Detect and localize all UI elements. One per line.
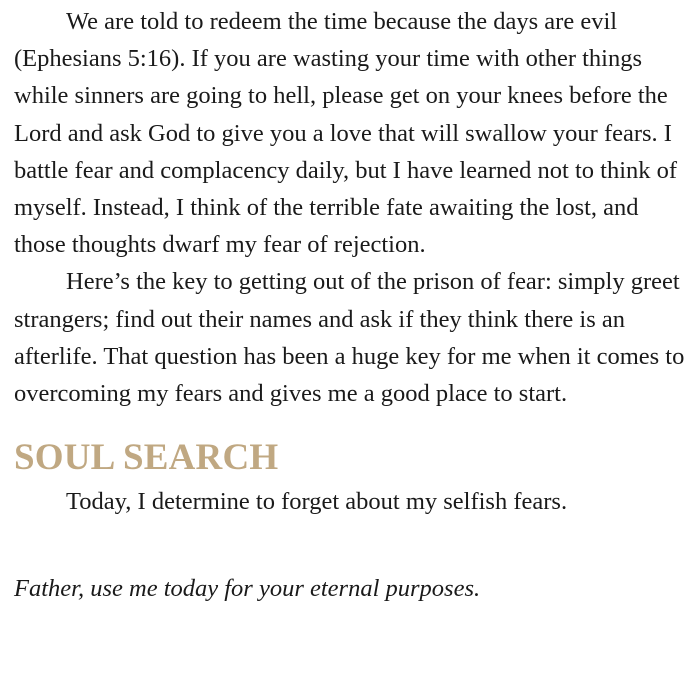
prayer-line: Father, use me today for your eternal purposes. xyxy=(14,575,481,603)
determination-statement: Today, I determine to forget about my selfish fears. xyxy=(66,488,568,516)
soul-search-heading: SOUL SEARCH xyxy=(14,437,279,479)
body-paragraph-prison-of-fear: Here’s the key to getting out of the prison of fear: simply greet strangers; find out their names and ask if they think there is an afterlife. That question has been a huge key for me when it comes to overcoming my fears and gives me a good place to start. xyxy=(14,268,685,408)
devotional-page xyxy=(14,0,694,607)
body-paragraph-redeem-time: We are told to redeem the time because the days are evil (Ephesians 5:16). If you are wasting your time with other things while sinners are going to hell, please get on your knees before the Lord and ask God to give you a love that will swallow your fears. I battle fear and complacency daily, but I have learned not to think of myself. Instead, I think of the terrible fate awaiting the lost, and those thoughts dwarf my fear of rejection. xyxy=(14,8,678,259)
